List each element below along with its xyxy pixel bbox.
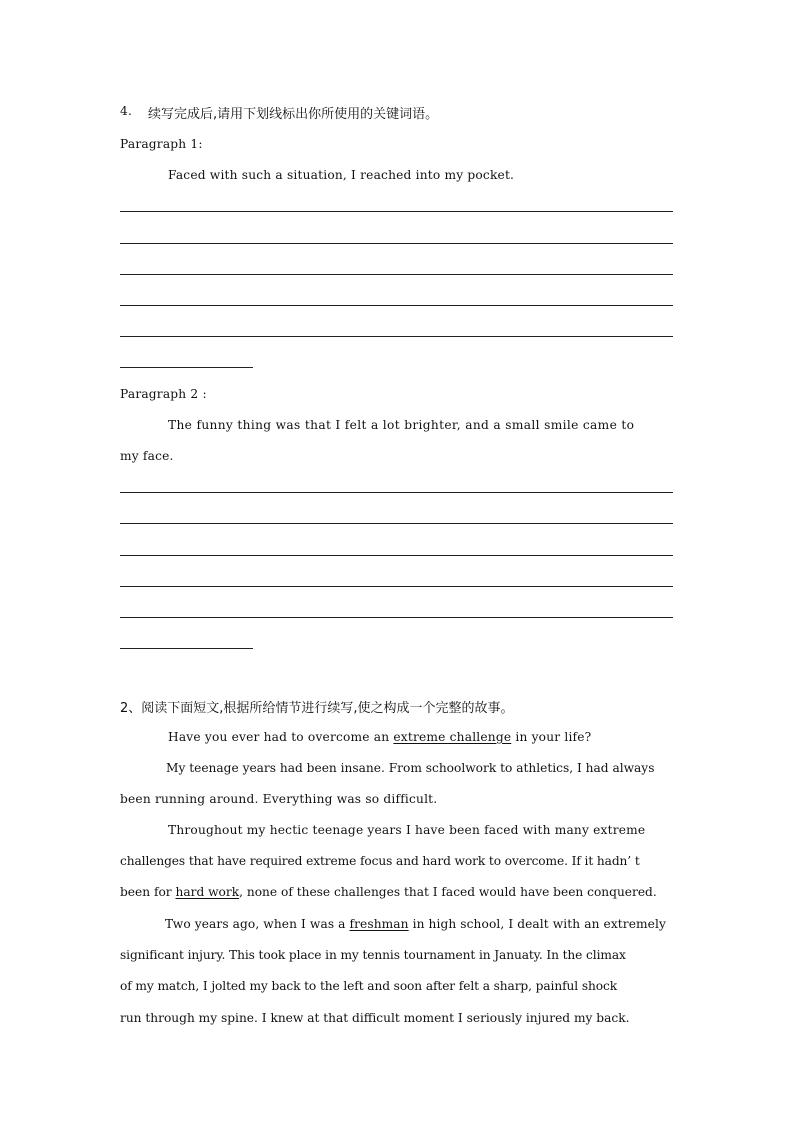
story-text: in high school, I dealt with an extremely	[408, 917, 666, 931]
story-line: challenges that have required extreme focus and hard work to overcome. If it hadn’ t	[120, 854, 640, 868]
paragraph2-opening-line1: The funny thing was that I felt a lot brighter, and a small smile came to	[168, 418, 635, 432]
underlined-keyword: freshman	[349, 917, 409, 931]
writing-line-short[interactable]	[120, 648, 253, 649]
writing-line-short[interactable]	[120, 367, 253, 368]
story-text: Have you ever had to overcome an	[168, 730, 394, 744]
story-line	[165, 916, 666, 932]
writing-line[interactable]	[120, 555, 673, 556]
story-line	[120, 884, 657, 900]
question-number: 4.	[120, 104, 133, 118]
story-line: significant injury. This took place in my tennis tournament in Januaty. In the climax	[120, 948, 626, 962]
story-line: of my match, I jolted my back to the left and soon after felt a sharp, painful shock	[120, 979, 617, 993]
writing-line[interactable]	[120, 336, 673, 337]
writing-line[interactable]	[120, 492, 673, 493]
paragraph2-label: Paragraph 2 :	[120, 387, 207, 401]
story-line: My teenage years had been insane. From schoolwork to athletics, I had always	[166, 761, 655, 775]
underlined-keyword: hard work	[175, 885, 240, 899]
story-text: in your life?	[511, 730, 592, 744]
story-line: run through my spine. I knew at that difficult moment I seriously injured my back.	[120, 1011, 630, 1025]
writing-line[interactable]	[120, 586, 673, 587]
underlined-keyword: extreme challenge	[393, 730, 512, 744]
story-text: , none of these challenges that I faced would have been conquered.	[239, 885, 657, 899]
writing-line[interactable]	[120, 243, 673, 244]
paragraph2-opening-line2: my face.	[120, 449, 174, 463]
paragraph1-opening: Faced with such a situation, I reached into my pocket.	[168, 168, 515, 182]
story-line: been running around. Everything was so difficult.	[120, 792, 438, 806]
writing-line[interactable]	[120, 274, 673, 275]
writing-line[interactable]	[120, 211, 673, 212]
story-text: Two years ago, when I was a	[165, 917, 350, 931]
story-sentence-1	[168, 729, 591, 745]
question-instruction: 续写完成后,请用下划线标出你所使用的关键词语。	[148, 107, 439, 122]
paragraph1-label: Paragraph 1:	[120, 137, 203, 151]
story-line: Throughout my hectic teenage years I have been faced with many extreme	[168, 823, 646, 837]
writing-line[interactable]	[120, 617, 673, 618]
writing-line[interactable]	[120, 523, 673, 524]
writing-line[interactable]	[120, 305, 673, 306]
section2-heading: 2、阅读下面短文,根据所给情节进行续写,使之构成一个完整的故事。	[120, 701, 514, 716]
story-text: been for	[120, 885, 176, 899]
